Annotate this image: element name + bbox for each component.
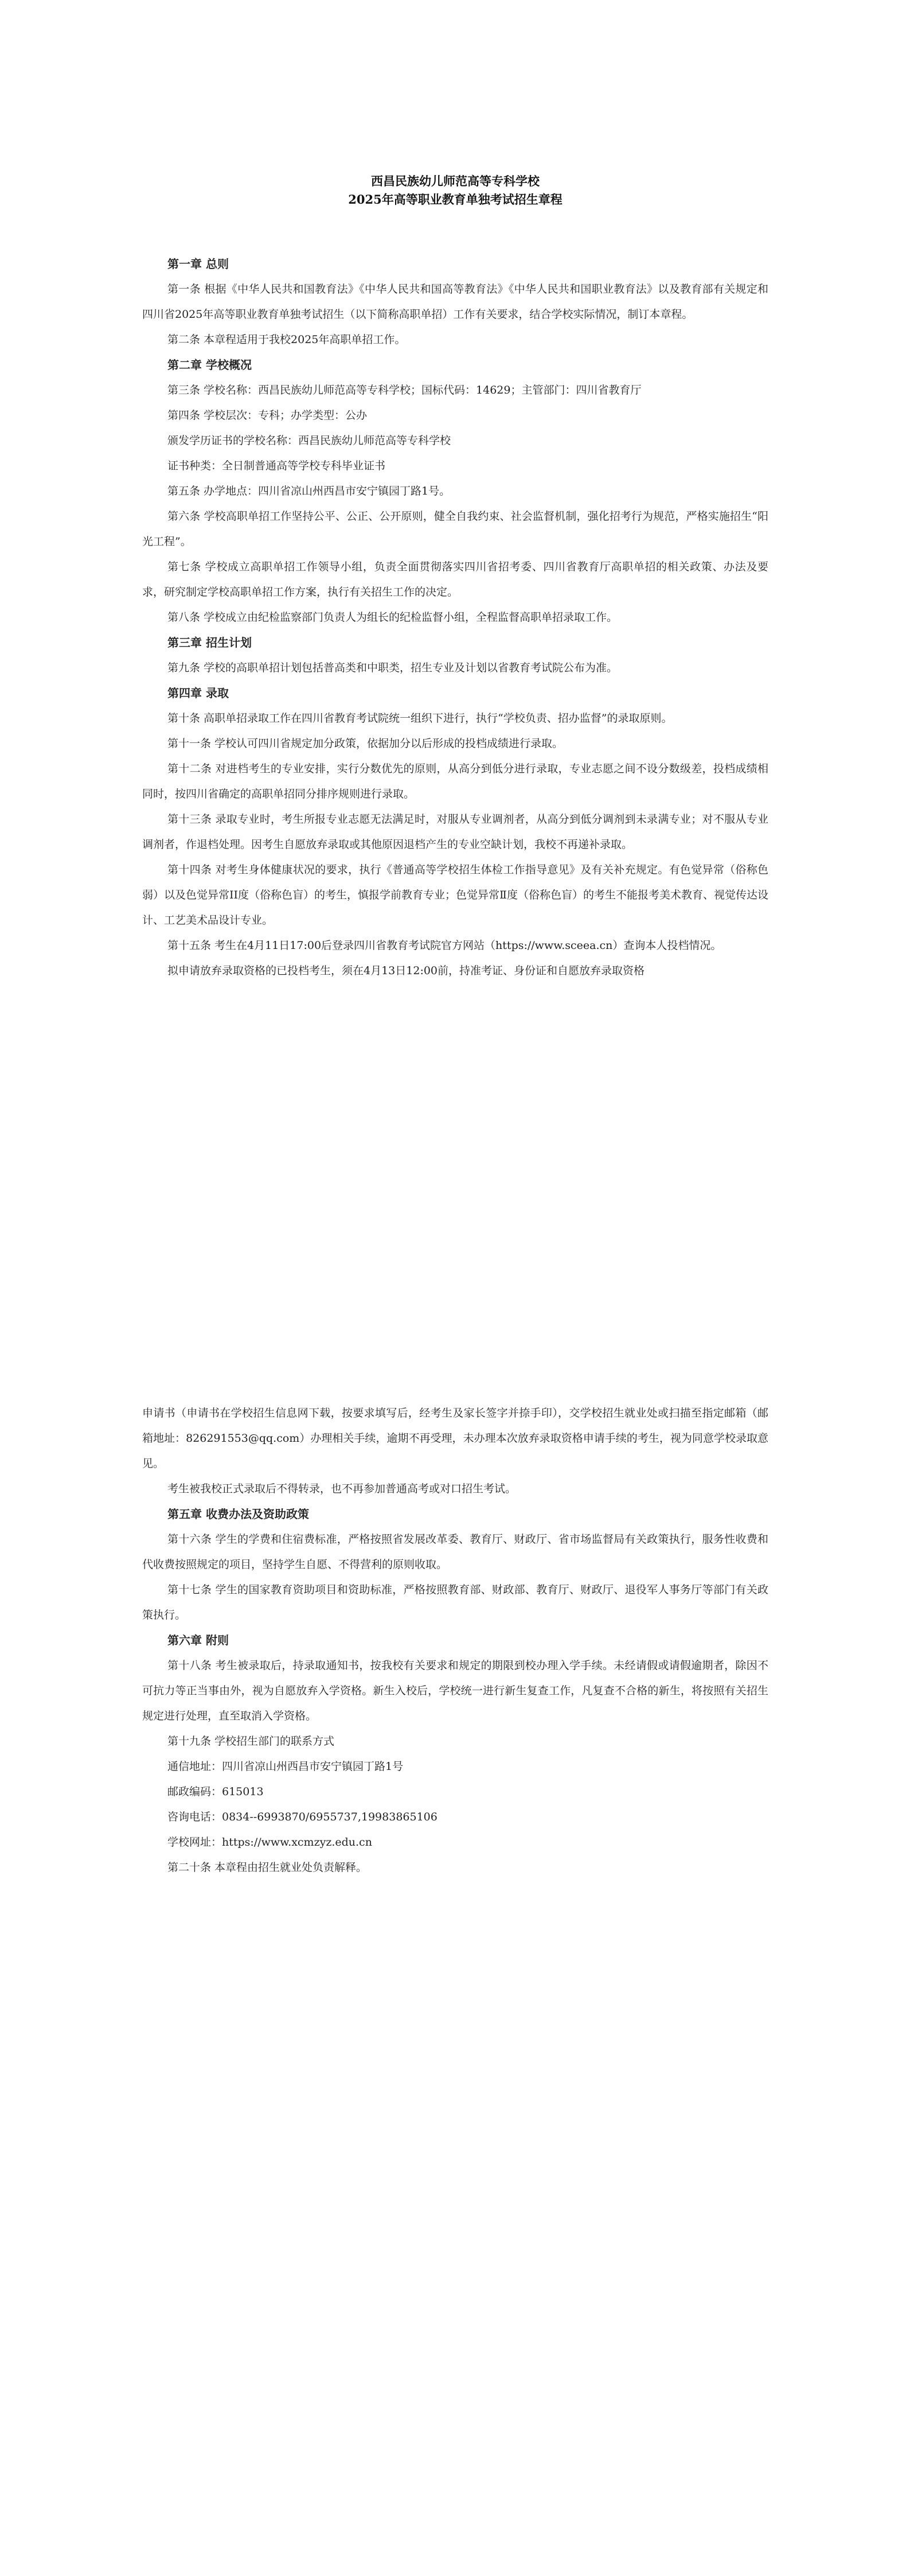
chapter-heading: 第四章 录取 — [167, 686, 229, 700]
paragraph: 学校网址：https://www.xcmzyz.edu.cn — [167, 1836, 372, 1849]
paragraph: 第十一条 学校认可四川省规定加分政策，依据加分以后形成的投档成绩进行录取。 — [167, 737, 564, 750]
school-name: 西昌民族幼儿师范高等专科学校 — [371, 174, 540, 188]
paragraph: 第九条 学校的高职单招计划包括普高类和中职类，招生专业及计划以省教育考试院公布为准。 — [167, 661, 618, 674]
paragraph: 通信地址：四川省凉山州西昌市安宁镇园丁路1号 — [167, 1760, 404, 1773]
document-header — [142, 172, 768, 209]
paragraph: 第一条 根据《中华人民共和国教育法》《中华人民共和国高等教育法》《中华人民共和国职业教育法》以及教育部有关规定和四川省2025年高等职业教育单独考试招生（以下简称高职单招）工作有关要求，结合学校实际情况，制订本章程。 — [142, 283, 768, 321]
paragraph: 第十九条 学校招生部门的联系方式 — [167, 1735, 335, 1748]
paragraph: 第八条 学校成立由纪检监察部门负责人为组长的纪检监督小组，全程监督高职单招录取工作。 — [167, 611, 618, 624]
chapter-heading: 第二章 学校概况 — [167, 358, 252, 372]
paragraph: 第十五条 考生在4月11日17:00后登录四川省教育考试院官方网站（https://www.sceea.cn）查询本人投档情况。 — [167, 939, 722, 952]
paragraph: 第十七条 学生的国家教育资助项目和资助标准，严格按照教育部、财政部、教育厅、财政厅、退役军人事务厅等部门有关政策执行。 — [142, 1583, 768, 1621]
paragraph: 咨询电话：0834--6993870/6955737,19983865106 — [167, 1811, 438, 1823]
paragraph: 颁发学历证书的学校名称：西昌民族幼儿师范高等专科学校 — [167, 434, 451, 447]
paragraph: 考生被我校正式录取后不得转录，也不再参加普通高考或对口招生考试。 — [167, 1482, 517, 1495]
paragraph: 第二十条 本章程由招生就业处负责解释。 — [167, 1861, 368, 1874]
paragraph: 第十六条 学生的学费和住宿费标准，严格按照省发展改革委、教育厅、财政厅、省市场监督局有关政策执行，服务性收费和代收费按照规定的项目，坚持学生自愿、不得营利的原则收取。 — [142, 1533, 768, 1571]
paragraph: 拟申请放弃录取资格的已投档考生，须在4月13日12:00前，持准考证、身份证和自愿放弃录取资格 — [167, 964, 645, 977]
paragraph: 第七条 学校成立高职单招工作领导小组，负责全面贯彻落实四川省招考委、四川省教育厅高职单招的相关政策、办法及要求，研究制定学校高职单招工作方案，执行有关招生工作的决定。 — [142, 561, 768, 598]
chapter-heading: 第三章 招生计划 — [167, 636, 252, 649]
paragraph: 第十三条 录取专业时，考生所报专业志愿无法满足时，对服从专业调剂者，从高分到低分调剂到未录满专业；对不服从专业调剂者，作退档处理。因考生自愿放弃录取或其他原因退档产生的专业空缺计划，我校不再递补录取。 — [142, 813, 768, 851]
chapter-heading: 第五章 收费办法及资助政策 — [167, 1507, 309, 1521]
body-block-2 — [142, 1400, 768, 1880]
body-block-1 — [142, 251, 768, 983]
chapter-heading: 第六章 附则 — [167, 1633, 229, 1647]
paragraph: 第十条 高职单招录取工作在四川省教育考试院统一组织下进行，执行“学校负责、招办监督”的录取原则。 — [167, 712, 673, 725]
paragraph: 第三条 学校名称：西昌民族幼儿师范高等专科学校；国标代码：14629；主管部门：四川省教育厅 — [167, 384, 642, 396]
paragraph: 第四条 学校层次：专科；办学类型：公办 — [167, 409, 368, 422]
paragraph: 第十二条 对进档考生的专业安排，实行分数优先的原则，从高分到低分进行录取，专业志愿之间不设分数级差，投档成绩相同时，按四川省确定的高职单招同分排序规则进行录取。 — [142, 762, 768, 800]
document-title: 2025年高等职业教育单独考试招生章程 — [348, 192, 563, 207]
paragraph: 申请书（申请书在学校招生信息网下载，按要求填写后，经考生及家长签字并捺手印），交学校招生就业处或扫描至指定邮箱（邮箱地址：826291553@qq.com）办理相关手续，逾期不再受理，未办理本次放弃录取资格申请手续的考生，视为同意学校录取意见。 — [142, 1407, 768, 1470]
paragraph: 第五条 办学地点：四川省凉山州西昌市安宁镇园丁路1号。 — [167, 485, 451, 497]
paragraph: 第六条 学校高职单招工作坚持公平、公正、公开原则，健全自我约束、社会监督机制，强化招考行为规范，严格实施招生“阳光工程”。 — [142, 510, 768, 548]
chapter-heading: 第一章 总则 — [167, 257, 229, 271]
paragraph: 邮政编码：615013 — [167, 1785, 264, 1798]
paragraph: 第二条 本章程适用于我校2025年高职单招工作。 — [167, 333, 406, 346]
paragraph: 证书种类：全日制普通高等学校专科毕业证书 — [167, 460, 386, 472]
paragraph: 第十四条 对考生身体健康状况的要求，执行《普通高等学校招生体检工作指导意见》及有关补充规定。有色觉异常（俗称色弱）以及色觉异常II度（俗称色盲）的考生，慎报学前教育专业；色觉异常Ⅱ度（俗称色盲）的考生不能报考美术教育、视觉传达设计、工艺美术品设计专业。 — [142, 863, 768, 927]
paragraph: 第十八条 考生被录取后，持录取通知书，按我校有关要求和规定的期限到校办理入学手续。未经请假或请假逾期者，除因不可抗力等正当事由外，视为自愿放弃入学资格。新生入校后，学校统一进行新生复查工作，凡复查不合格的新生，将按照有关招生规定进行处理，直至取消入学资格。 — [142, 1659, 768, 1722]
